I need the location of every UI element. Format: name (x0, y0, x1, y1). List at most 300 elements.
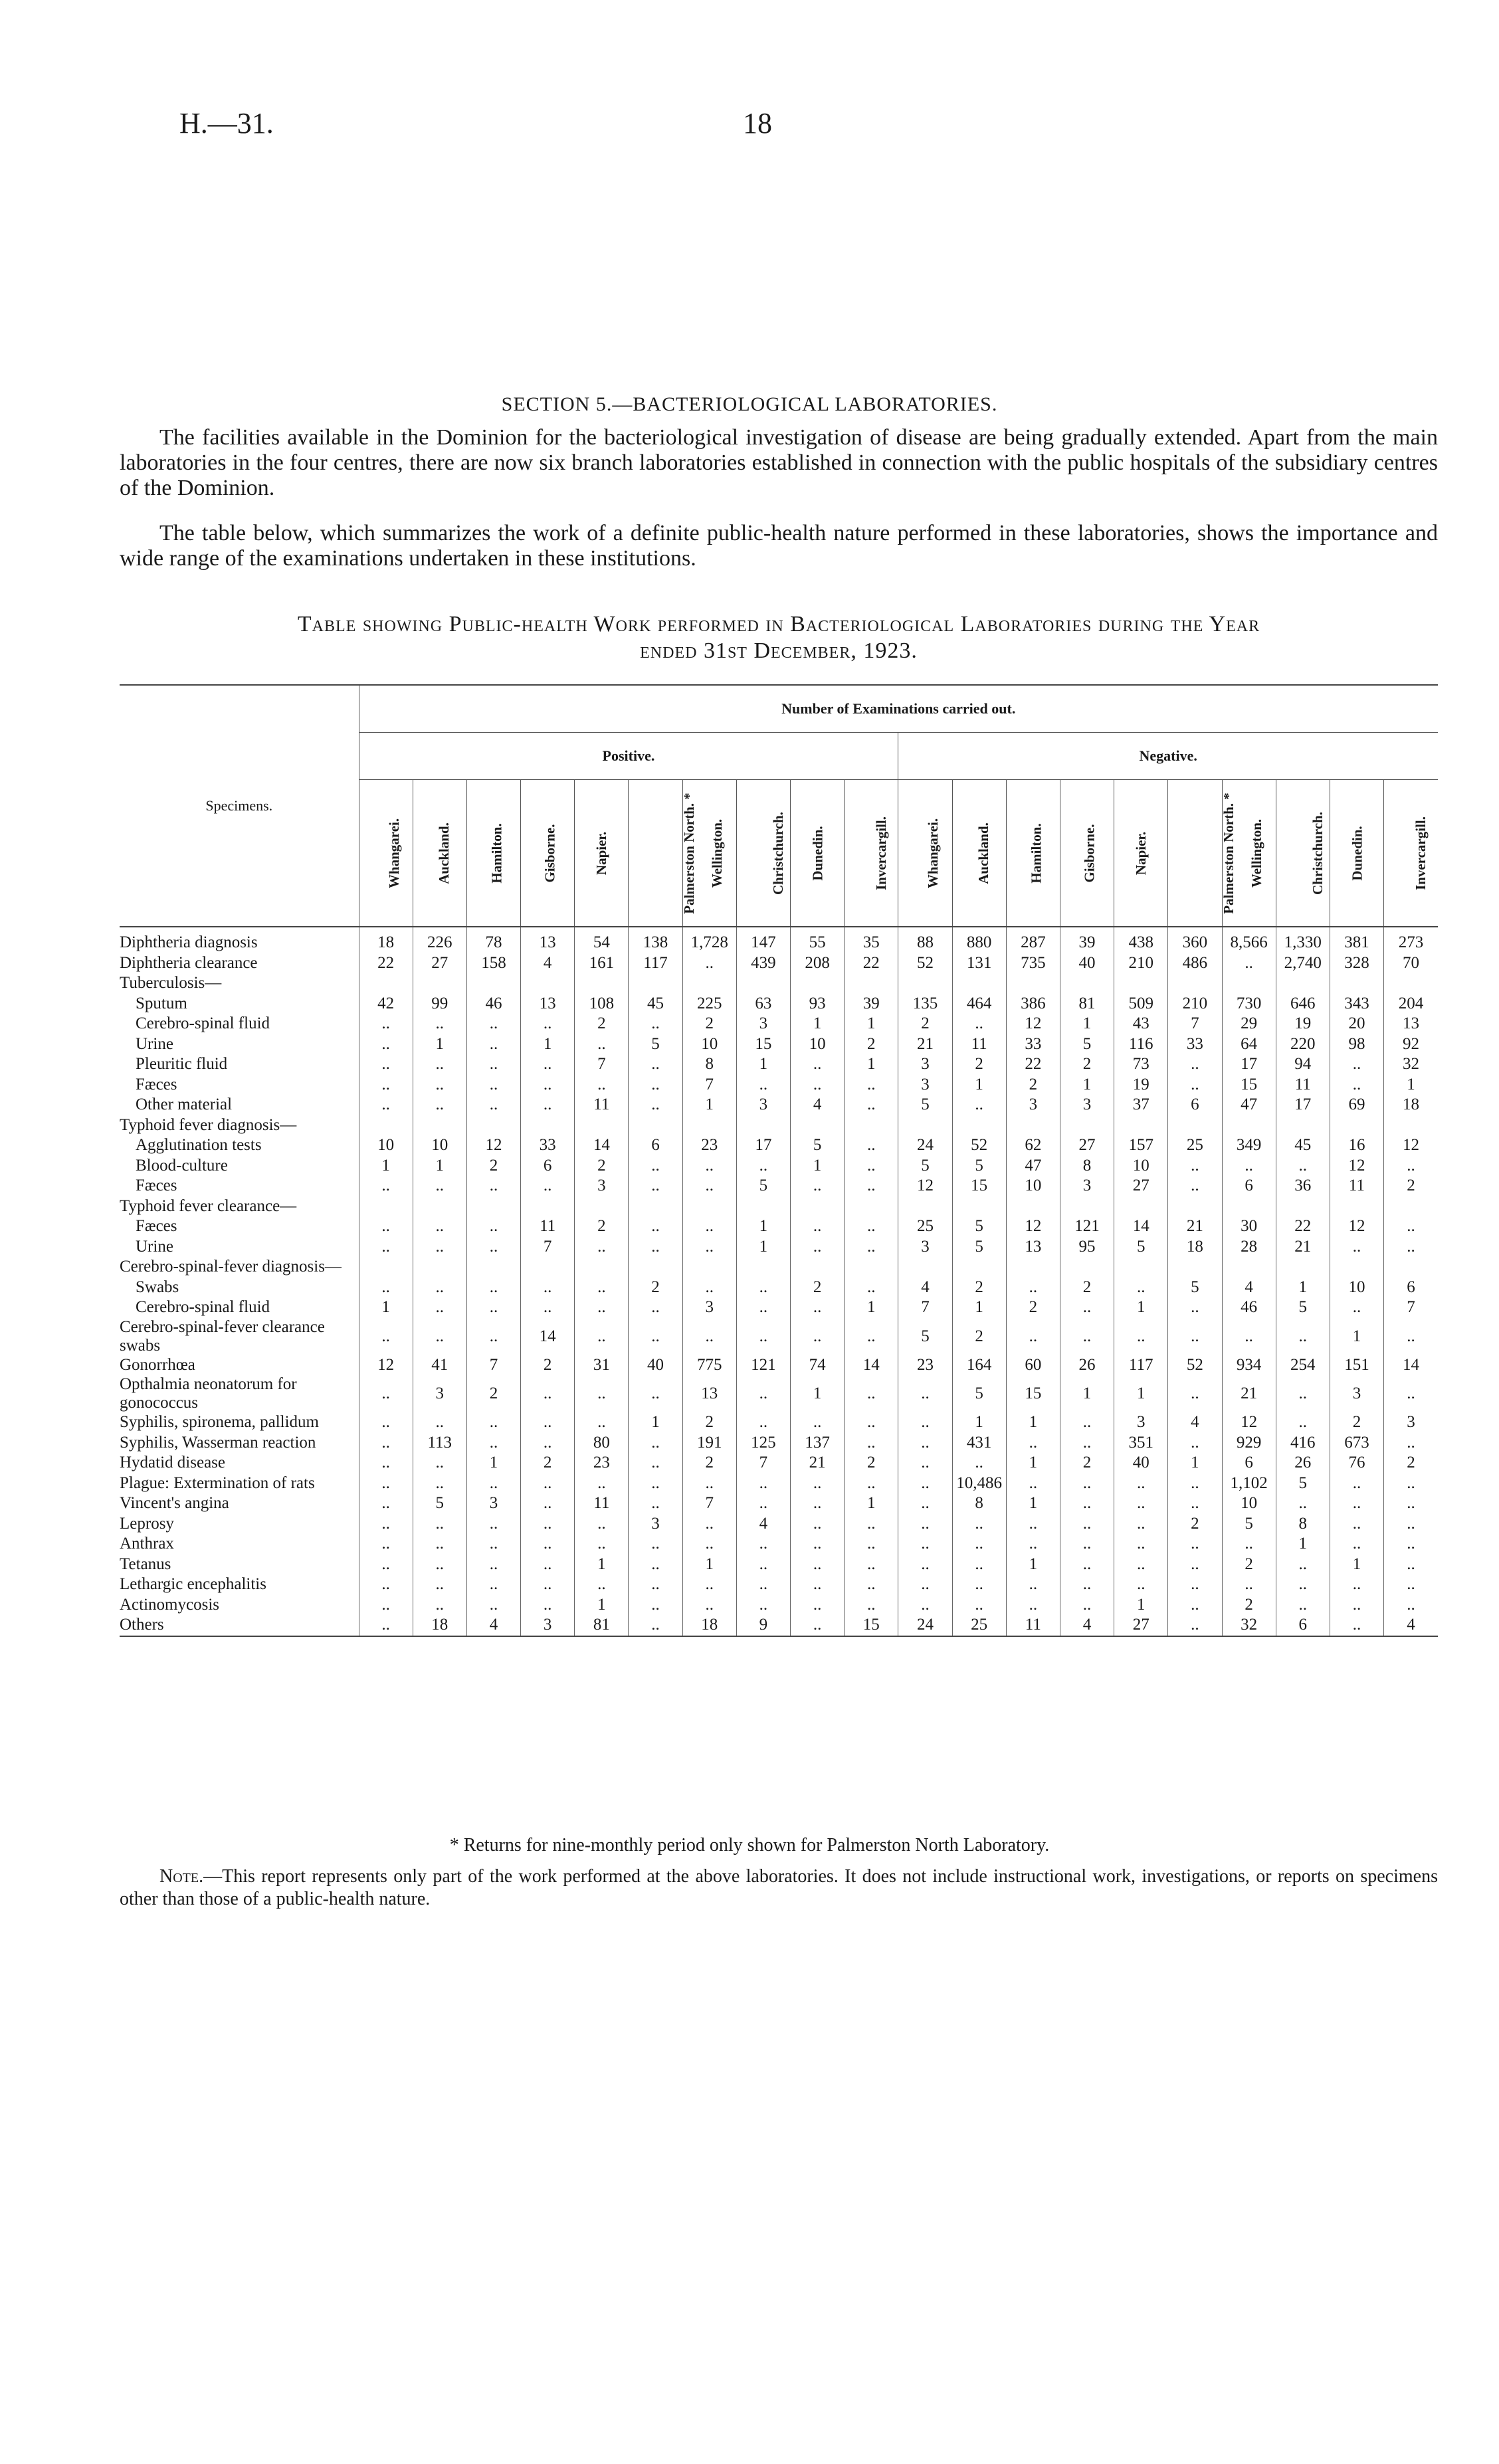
negative-count-cell: 438 (1114, 927, 1168, 953)
specimen-label: Fæces (136, 1217, 177, 1236)
negative-count-cell: 4 (898, 1278, 952, 1298)
negative-column-header (1114, 780, 1168, 927)
positive-count-cell: .. (521, 1176, 575, 1196)
positive-count-cell (845, 1257, 898, 1278)
negative-count-cell: .. (1114, 1493, 1168, 1514)
examinations-table-container (120, 684, 1438, 1637)
negative-count-cell: 1,102 (1222, 1473, 1276, 1494)
positive-count-cell: .. (575, 1297, 629, 1318)
positive-column-header (629, 780, 698, 927)
negative-count-cell: 116 (1114, 1034, 1168, 1055)
negative-count-cell: .. (1168, 1493, 1222, 1514)
positive-count-cell: .. (791, 1075, 845, 1095)
negative-count-cell: 2 (1384, 1176, 1438, 1196)
column-header-label: Palmerston North. * (1221, 793, 1237, 914)
negative-count-cell: .. (1006, 1473, 1060, 1494)
negative-count-cell: 40 (1060, 953, 1114, 974)
table-row (120, 1433, 1438, 1454)
positive-count-cell: .. (736, 1473, 790, 1494)
positive-count-cell: .. (413, 1075, 466, 1095)
specimen-label: Diphtheria clearance (120, 953, 258, 972)
negative-count-cell: 36 (1276, 1176, 1330, 1196)
negative-count-cell: .. (1006, 1514, 1060, 1535)
negative-count-cell (1276, 1196, 1330, 1217)
table-row (120, 1514, 1438, 1535)
positive-count-cell: 108 (575, 994, 629, 1014)
specimen-label: Agglutination tests (136, 1136, 262, 1155)
positive-count-cell (521, 973, 575, 994)
negative-count-cell: .. (1114, 1534, 1168, 1555)
negative-count-cell (1060, 1257, 1114, 1278)
positive-count-cell: .. (359, 1075, 413, 1095)
negative-count-cell: .. (1168, 1075, 1222, 1095)
negative-count-cell: 3 (1006, 1095, 1060, 1115)
positive-count-cell: .. (413, 1412, 466, 1433)
negative-count-cell (1330, 1196, 1383, 1217)
negative-count-cell: 1 (952, 1412, 1006, 1433)
positive-count-cell: .. (359, 1034, 413, 1055)
negative-count-cell (1114, 1196, 1168, 1217)
positive-count-cell: .. (575, 1237, 629, 1258)
negative-count-cell: .. (1114, 1514, 1168, 1535)
positive-count-cell (413, 1196, 466, 1217)
negative-count-cell: .. (952, 1595, 1006, 1616)
negative-count-cell (1330, 973, 1383, 994)
positive-count-cell: .. (682, 1574, 736, 1595)
positive-count-cell: 1 (845, 1493, 898, 1514)
positive-count-cell: 2 (682, 1453, 736, 1473)
positive-count-cell: .. (845, 1534, 898, 1555)
positive-count-cell: 42 (359, 994, 413, 1014)
positive-count-cell: 15 (845, 1615, 898, 1636)
negative-count-cell: 349 (1222, 1135, 1276, 1156)
negative-count-cell: 8,566 (1222, 927, 1276, 953)
positive-count-cell: .. (791, 1216, 845, 1237)
negative-count-cell: 30 (1222, 1216, 1276, 1237)
positive-count-cell (736, 973, 790, 994)
negative-count-cell: .. (952, 1453, 1006, 1473)
negative-count-cell: 5 (1060, 1034, 1114, 1055)
negative-count-cell: .. (898, 1555, 952, 1575)
negative-count-cell: 27 (1114, 1176, 1168, 1196)
negative-column-header (1384, 780, 1438, 927)
negative-count-cell: .. (1060, 1473, 1114, 1494)
negative-count-cell: 4 (1222, 1278, 1276, 1298)
positive-count-cell: .. (466, 1216, 520, 1237)
negative-count-cell: 8 (1276, 1514, 1330, 1535)
positive-count-cell: 2 (466, 1156, 520, 1177)
positive-count-cell: 2 (575, 1156, 629, 1177)
positive-count-cell: 2 (521, 1453, 575, 1473)
positive-count-cell: 1 (413, 1156, 466, 1177)
positive-count-cell: 147 (736, 927, 790, 953)
positive-count-cell: .. (575, 1473, 629, 1494)
negative-count-cell: 4 (1168, 1412, 1222, 1433)
column-header-label: Wellington. (708, 818, 725, 888)
negative-group-header: Negative. (898, 733, 1438, 780)
positive-count-cell: .. (521, 1555, 575, 1575)
negative-count-cell: 47 (1006, 1156, 1060, 1177)
column-header-label: Napier. (593, 831, 609, 876)
positive-count-cell: .. (682, 1595, 736, 1616)
positive-count-cell: 138 (629, 927, 682, 953)
negative-count-cell: 14 (1384, 1355, 1438, 1376)
positive-count-cell: .. (413, 1297, 466, 1318)
negative-count-cell: .. (1006, 1534, 1060, 1555)
positive-count-cell: .. (466, 1034, 520, 1055)
positive-count-cell: 1 (736, 1216, 790, 1237)
table-row (120, 1473, 1438, 1494)
positive-count-cell: .. (629, 1473, 682, 1494)
positive-count-cell: .. (682, 1176, 736, 1196)
negative-count-cell (1384, 1257, 1438, 1278)
positive-count-cell: .. (359, 1375, 413, 1412)
positive-count-cell: 11 (575, 1493, 629, 1514)
negative-count-cell: 62 (1006, 1135, 1060, 1156)
positive-count-cell: 7 (466, 1355, 520, 1376)
negative-count-cell: 25 (1168, 1135, 1222, 1156)
positive-count-cell: .. (736, 1375, 790, 1412)
positive-count-cell: .. (629, 1555, 682, 1575)
negative-count-cell: 81 (1060, 994, 1114, 1014)
column-header-label: Wellington. (1248, 818, 1264, 888)
positive-count-cell (466, 1115, 520, 1136)
positive-count-cell: 3 (413, 1375, 466, 1412)
column-header-label: Palmerston North. * (681, 793, 698, 914)
negative-count-cell: 273 (1384, 927, 1438, 953)
positive-count-cell (845, 1115, 898, 1136)
positive-count-cell: 2 (521, 1355, 575, 1376)
specimen-label: Syphilis, Wasserman reaction (120, 1433, 316, 1452)
negative-count-cell: 1 (1168, 1453, 1222, 1473)
positive-count-cell: .. (359, 1054, 413, 1075)
negative-count-cell: 3 (1114, 1412, 1168, 1433)
negative-count-cell (952, 1257, 1006, 1278)
positive-count-cell: .. (845, 1216, 898, 1237)
intro-paragraph: The facilities available in the Dominion for the bacteriological investigation of disease are being gradually extended. Apart from the main laboratories in the four centres, there are now six branch laboratories established in connection with the public hospitals of the subsidiary centres of the Dominion. (120, 425, 1438, 500)
negative-count-cell (898, 1257, 952, 1278)
positive-count-cell: .. (791, 1595, 845, 1616)
positive-count-cell: .. (629, 1433, 682, 1454)
positive-count-cell: .. (359, 1412, 413, 1433)
negative-count-cell: 5 (1168, 1278, 1222, 1298)
positive-column-header (466, 780, 520, 927)
negative-count-cell: 6 (1168, 1095, 1222, 1115)
negative-count-cell: 15 (1222, 1075, 1276, 1095)
positive-count-cell: .. (682, 1318, 736, 1355)
positive-count-cell (413, 1115, 466, 1136)
table-row (120, 953, 1438, 974)
positive-count-cell: .. (629, 1318, 682, 1355)
positive-count-cell: .. (359, 1453, 413, 1473)
positive-count-cell: .. (736, 1278, 790, 1298)
specimen-label: Sputum (136, 994, 187, 1012)
negative-count-cell: .. (1060, 1412, 1114, 1433)
negative-count-cell: .. (1168, 1297, 1222, 1318)
positive-column-header (521, 780, 575, 927)
positive-count-cell: 27 (413, 953, 466, 974)
negative-count-cell: 121 (1060, 1216, 1114, 1237)
negative-count-cell (1276, 1257, 1330, 1278)
negative-count-cell: 5 (952, 1375, 1006, 1412)
table-row (120, 1493, 1438, 1514)
negative-count-cell: 12 (1330, 1216, 1383, 1237)
positive-count-cell: 18 (413, 1615, 466, 1636)
negative-count-cell: .. (1168, 1176, 1222, 1196)
negative-count-cell (898, 1115, 952, 1136)
negative-count-cell: 12 (898, 1176, 952, 1196)
negative-count-cell: 135 (898, 994, 952, 1014)
negative-column-header (1060, 780, 1114, 927)
negative-count-cell: 730 (1222, 994, 1276, 1014)
positive-count-cell: .. (629, 1574, 682, 1595)
negative-count-cell: 287 (1006, 927, 1060, 953)
specimen-label: Tuberculosis— (120, 974, 222, 993)
positive-count-cell: 18 (359, 927, 413, 953)
positive-count-cell (575, 1115, 629, 1136)
negative-count-cell: 3 (898, 1237, 952, 1258)
table-group-heading-row (120, 1115, 1438, 1136)
negative-count-cell: 92 (1384, 1034, 1438, 1055)
header-row-top (120, 685, 1438, 733)
positive-column-header (575, 780, 629, 927)
positive-count-cell: 1 (466, 1453, 520, 1473)
positive-count-cell: .. (359, 1237, 413, 1258)
negative-count-cell: .. (898, 1473, 952, 1494)
positive-count-cell: 41 (413, 1355, 466, 1376)
negative-count-cell: .. (952, 1534, 1006, 1555)
table-row (120, 1412, 1438, 1433)
specimen-label: Diphtheria diagnosis (120, 933, 258, 952)
positive-count-cell: 226 (413, 927, 466, 953)
negative-count-cell: .. (1168, 1473, 1222, 1494)
positive-count-cell: 11 (521, 1216, 575, 1237)
positive-count-cell: .. (682, 953, 736, 974)
positive-count-cell: .. (466, 1054, 520, 1075)
negative-count-cell: 2 (1384, 1453, 1438, 1473)
positive-count-cell: 1 (791, 1375, 845, 1412)
positive-count-cell: .. (629, 1297, 682, 1318)
table-row (120, 1615, 1438, 1636)
negative-count-cell: 880 (952, 927, 1006, 953)
column-header-label: Napier. (1132, 831, 1149, 876)
negative-count-cell: .. (1384, 1237, 1438, 1258)
negative-count-cell: 60 (1006, 1355, 1060, 1376)
positive-count-cell: 93 (791, 994, 845, 1014)
positive-count-cell: 4 (736, 1514, 790, 1535)
report-code: H.—31. (179, 107, 274, 140)
positive-count-cell: 21 (791, 1453, 845, 1473)
negative-count-cell: 1 (1384, 1075, 1438, 1095)
negative-count-cell: 33 (1168, 1034, 1222, 1055)
positive-count-cell: 33 (521, 1135, 575, 1156)
specimen-label: Opthalmia neonatorum for gonococcus (120, 1375, 297, 1412)
negative-count-cell: .. (1222, 1574, 1276, 1595)
positive-count-cell: .. (629, 1534, 682, 1555)
negative-count-cell: 2 (1222, 1555, 1276, 1575)
negative-count-cell (1060, 973, 1114, 994)
negative-count-cell: 1 (952, 1075, 1006, 1095)
negative-count-cell: 3 (1060, 1095, 1114, 1115)
negative-count-cell: 32 (1384, 1054, 1438, 1075)
negative-count-cell: 10,486 (952, 1473, 1006, 1494)
positive-count-cell: 80 (575, 1433, 629, 1454)
positive-count-cell: 3 (736, 1014, 790, 1034)
positive-count-cell: .. (736, 1595, 790, 1616)
positive-count-cell (682, 1196, 736, 1217)
negative-count-cell: 19 (1276, 1014, 1330, 1034)
negative-count-cell: 88 (898, 927, 952, 953)
negative-count-cell: .. (1168, 1555, 1222, 1575)
positive-count-cell: 1 (359, 1156, 413, 1177)
negative-count-cell (1222, 1257, 1276, 1278)
table-row (120, 1135, 1438, 1156)
negative-count-cell: 5 (898, 1318, 952, 1355)
negative-count-cell (1114, 1115, 1168, 1136)
positive-count-cell: 40 (629, 1355, 682, 1376)
negative-count-cell: 343 (1330, 994, 1383, 1014)
positive-count-cell: 1,728 (682, 927, 736, 953)
column-header-label: Gisborne. (542, 824, 558, 883)
positive-count-cell: .. (845, 1595, 898, 1616)
table-row (120, 1075, 1438, 1095)
negative-count-cell: .. (898, 1375, 952, 1412)
negative-count-cell: 2 (1006, 1297, 1060, 1318)
positive-count-cell: 7 (736, 1453, 790, 1473)
positive-count-cell: .. (629, 1237, 682, 1258)
negative-count-cell: .. (1384, 1574, 1438, 1595)
positive-count-cell: .. (466, 1237, 520, 1258)
specimen-label: Swabs (136, 1278, 179, 1296)
negative-count-cell: 509 (1114, 994, 1168, 1014)
positive-count-cell: .. (466, 1534, 520, 1555)
negative-count-cell: 10 (1114, 1156, 1168, 1177)
specimen-label: Cerebro-spinal fluid (136, 1014, 270, 1033)
table-row (120, 1534, 1438, 1555)
positive-count-cell: .. (521, 1574, 575, 1595)
negative-count-cell: 18 (1384, 1095, 1438, 1115)
positive-count-cell: .. (682, 1216, 736, 1237)
positive-count-cell: .. (791, 1412, 845, 1433)
specimen-label: Urine (136, 1034, 173, 1053)
positive-count-cell: 23 (682, 1135, 736, 1156)
negative-count-cell: 52 (952, 1135, 1006, 1156)
negative-count-cell: 157 (1114, 1135, 1168, 1156)
positive-count-cell: 31 (575, 1355, 629, 1376)
positive-count-cell: .. (359, 1514, 413, 1535)
positive-count-cell: 5 (791, 1135, 845, 1156)
positive-count-cell: .. (736, 1574, 790, 1595)
positive-count-cell (575, 973, 629, 994)
specimen-label: Lethargic encephalitis (120, 1575, 266, 1594)
specimen-label: Hydatid disease (120, 1454, 225, 1472)
negative-count-cell: 2,740 (1276, 953, 1330, 974)
negative-count-cell: 39 (1060, 927, 1114, 953)
negative-count-cell (1276, 973, 1330, 994)
negative-count-cell: .. (1330, 1514, 1383, 1535)
negative-count-cell: .. (1330, 1054, 1383, 1075)
specimen-label: Cerebro-spinal-fever diagnosis— (120, 1258, 342, 1276)
negative-count-cell: .. (1060, 1555, 1114, 1575)
negative-count-cell: 386 (1006, 994, 1060, 1014)
positive-count-cell: .. (413, 1278, 466, 1298)
positive-count-cell: 22 (359, 953, 413, 974)
positive-column-header (736, 780, 790, 927)
negative-count-cell: .. (898, 1433, 952, 1454)
negative-count-cell: .. (898, 1574, 952, 1595)
negative-count-cell: .. (1060, 1433, 1114, 1454)
page-number: 18 (743, 107, 772, 140)
negative-count-cell: 646 (1276, 994, 1330, 1014)
negative-count-cell: .. (1060, 1595, 1114, 1616)
positive-count-cell: .. (359, 1216, 413, 1237)
negative-count-cell (1006, 1196, 1060, 1217)
positive-count-cell: .. (413, 1237, 466, 1258)
negative-count-cell: 8 (1060, 1156, 1114, 1177)
negative-count-cell: .. (898, 1412, 952, 1433)
positive-count-cell: .. (682, 1473, 736, 1494)
negative-count-cell: .. (1006, 1574, 1060, 1595)
negative-count-cell: .. (1330, 1595, 1383, 1616)
positive-count-cell: .. (629, 1095, 682, 1115)
negative-count-cell: .. (1060, 1318, 1114, 1355)
positive-count-cell (845, 973, 898, 994)
specimen-label: Anthrax (120, 1535, 174, 1553)
negative-count-cell: 3 (898, 1054, 952, 1075)
negative-count-cell: 3 (1330, 1375, 1383, 1412)
negative-count-cell: 1 (1276, 1278, 1330, 1298)
positive-count-cell: .. (575, 1278, 629, 1298)
specimen-label: Vincent's angina (120, 1494, 229, 1513)
column-header-label: Invercargill. (873, 816, 890, 891)
table-row (120, 1237, 1438, 1258)
positive-count-cell: 225 (682, 994, 736, 1014)
positive-count-cell: .. (359, 1176, 413, 1196)
positive-count-cell: 1 (575, 1555, 629, 1575)
positive-count-cell: 208 (791, 953, 845, 974)
positive-count-cell: .. (791, 1176, 845, 1196)
positive-count-cell: .. (521, 1412, 575, 1433)
specimen-label: Syphilis, spironema, pallidum (120, 1413, 319, 1432)
positive-count-cell (359, 973, 413, 994)
negative-count-cell: .. (898, 1514, 952, 1535)
positive-count-cell: 78 (466, 927, 520, 953)
positive-count-cell: .. (521, 1054, 575, 1075)
negative-column-header (898, 780, 952, 927)
negative-count-cell: 18 (1168, 1237, 1222, 1258)
negative-count-cell: 2 (1060, 1453, 1114, 1473)
negative-count-cell: 22 (1276, 1216, 1330, 1237)
positive-count-cell: .. (629, 1595, 682, 1616)
positive-count-cell: .. (791, 1534, 845, 1555)
positive-count-cell: 5 (629, 1034, 682, 1055)
positive-count-cell: .. (845, 1473, 898, 1494)
positive-count-cell: 3 (466, 1493, 520, 1514)
table-row (120, 927, 1438, 953)
negative-count-cell (1384, 973, 1438, 994)
positive-count-cell: .. (359, 1615, 413, 1636)
negative-count-cell: 15 (952, 1176, 1006, 1196)
positive-count-cell: 63 (736, 994, 790, 1014)
negative-count-cell: 10 (1330, 1278, 1383, 1298)
positive-count-cell: 1 (682, 1555, 736, 1575)
negative-count-cell: 2 (1168, 1514, 1222, 1535)
negative-count-cell: .. (1222, 1534, 1276, 1555)
positive-count-cell: .. (791, 1054, 845, 1075)
positive-count-cell (466, 973, 520, 994)
negative-count-cell: .. (1384, 1555, 1438, 1575)
negative-count-cell: 52 (898, 953, 952, 974)
